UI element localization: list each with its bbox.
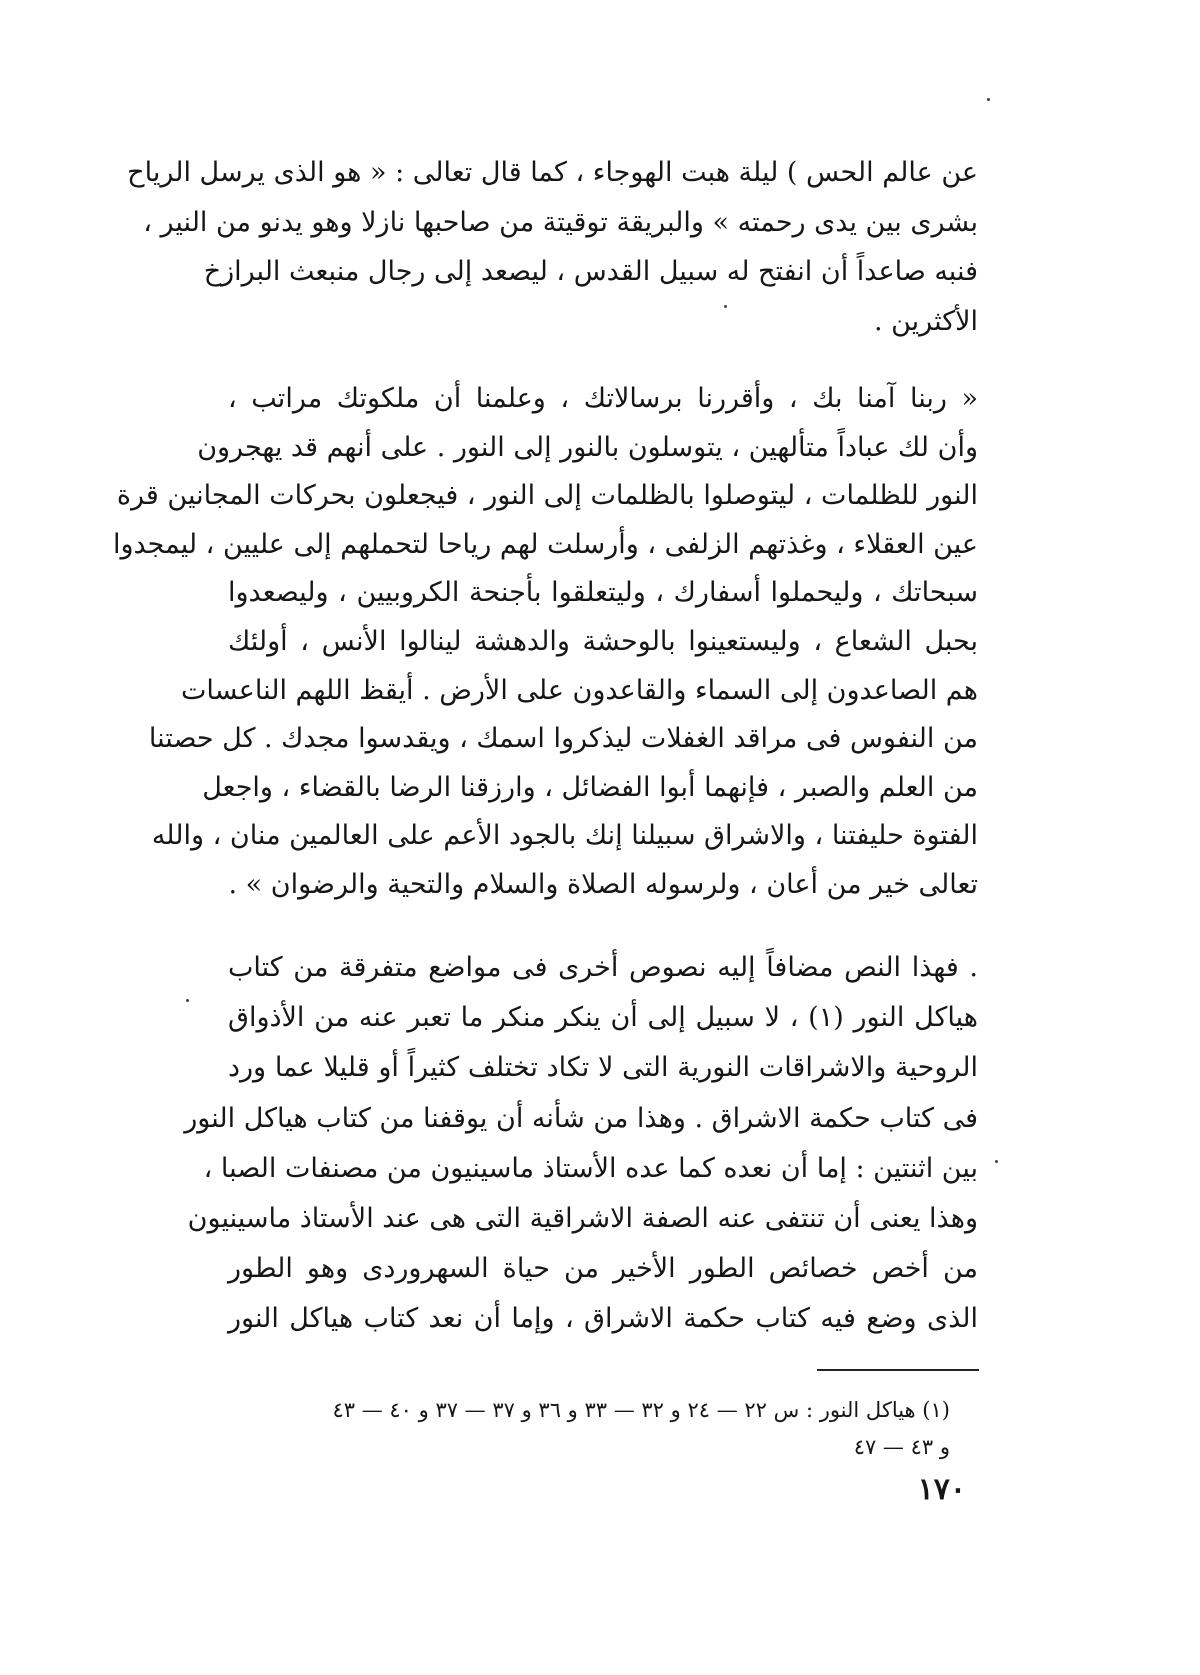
text-line: « ربنا آمنا بك ، وأقررنا برسالاتك ، وعلمنا أن ملكوتك مراتب ، <box>228 383 978 414</box>
text-line: الأكثرين . <box>873 305 978 337</box>
text-line: فى كتاب حكمة الاشراق . وهذا من شأنه أن يوقفنا من كتاب هياكل النور <box>184 1102 978 1134</box>
text-line: بشرى بين يدى رحمته » والبريقة توقيتة من صاحبها نازلا وهو يدنو من النير ، <box>143 206 978 238</box>
paragraph-1 <box>127 148 978 346</box>
paragraph-3 <box>184 943 978 1345</box>
text-line: سبحاتك ، وليحملوا أسفارك ، وليتعلقوا بأجنحة الكروبيين ، وليصعدوا <box>228 577 978 609</box>
text-line: من النفوس فى مراقد الغفلات ليذكروا اسمك ، ويقدسوا مجدك . كل حصتنا <box>148 723 978 755</box>
text-line: هم الصاعدون إلى السماء والقاعدون على الأرض . أيقظ اللهم الناعسات <box>181 674 978 706</box>
text-line: النور للظلمات ، ليتوصلوا بالظلمات إلى النور ، فيجعلون بحركات المجانين قرة <box>116 480 978 512</box>
scan-speck <box>987 98 990 101</box>
text-line: من العلم والصبر ، فإنهما أبوا الفضائل ، وارزقنا الرضا بالقضاء ، واجعل <box>202 771 978 803</box>
text-line: الذى وضع فيه كتاب حكمة الاشراق ، وإما أن نعد كتاب هياكل النور <box>228 1303 978 1335</box>
scan-speck <box>724 305 727 308</box>
text-line: وأن لك عباداً متألهين ، يتوسلون بالنور إلى النور . على أنهم قد يهجرون <box>197 431 978 463</box>
scan-speck <box>186 999 189 1002</box>
page-number: ١٧٠ <box>917 1472 966 1507</box>
text-line: عن عالم الحس ) ليلة هبت الهوجاء ، كما قال تعالى : « هو الذى يرسل الرياح <box>127 157 978 188</box>
text-line: عين العقلاء ، وغذتهم الزلفى ، وأرسلت لهم رياحا لتحملهم إلى عليين ، ليمجدوا <box>112 528 978 560</box>
paragraph-2 <box>112 375 978 910</box>
text-line: من أخص خصائص الطور الأخير من حياة السهروردى وهو الطور <box>228 1253 978 1285</box>
text-line: بحبل الشعاع ، وليستعينوا بالوحشة والدهشة لينالوا الأنس ، أولئك <box>228 625 978 657</box>
text-line: تعالى خير من أعان ، ولرسوله الصلاة والسلام والتحية والرضوان » . <box>228 868 978 900</box>
text-line: فنبه صاعداً أن انفتح له سبيل القدس ، ليصعد إلى رجال منبعث البرازخ <box>203 256 978 287</box>
scan-speck <box>995 1160 998 1163</box>
text-line: بين اثنتين : إما أن نعده كما عده الأستاذ ماسينيون من مصنفات الصبا ، <box>203 1152 978 1184</box>
footnote <box>220 1392 950 1466</box>
footnote-line: و ٤٣ — ٤٧ <box>853 1435 950 1459</box>
text-line: الروحية والاشراقات النورية التى لا تكاد تختلف كثيراً أو قليلا عما ورد <box>228 1052 978 1084</box>
text-line: هياكل النور (١) ، لا سبيل إلى أن ينكر منكر ما تعبر عنه من الأذواق <box>228 1002 978 1034</box>
text-line: وهذا يعنى أن تنتفى عنه الصفة الاشراقية التى هى عند الأستاذ ماسينيون <box>187 1202 978 1234</box>
text-line: الفتوة حليفتنا ، والاشراق سبيلنا إنك بالجود الأعم على العالمين منان ، والله <box>151 820 978 852</box>
footnote-line: (١) هياكل النور : س ٢٢ — ٢٤ و ٣٢ — ٣٣ و ٣٦ و ٣٧ — ٣٧ و ٤٠ — ٤٣ <box>332 1398 950 1422</box>
footnote-separator <box>817 1369 979 1371</box>
text-line: . فهذا النص مضافاً إليه نصوص أخرى فى مواضع متفرقة من كتاب <box>228 952 978 983</box>
